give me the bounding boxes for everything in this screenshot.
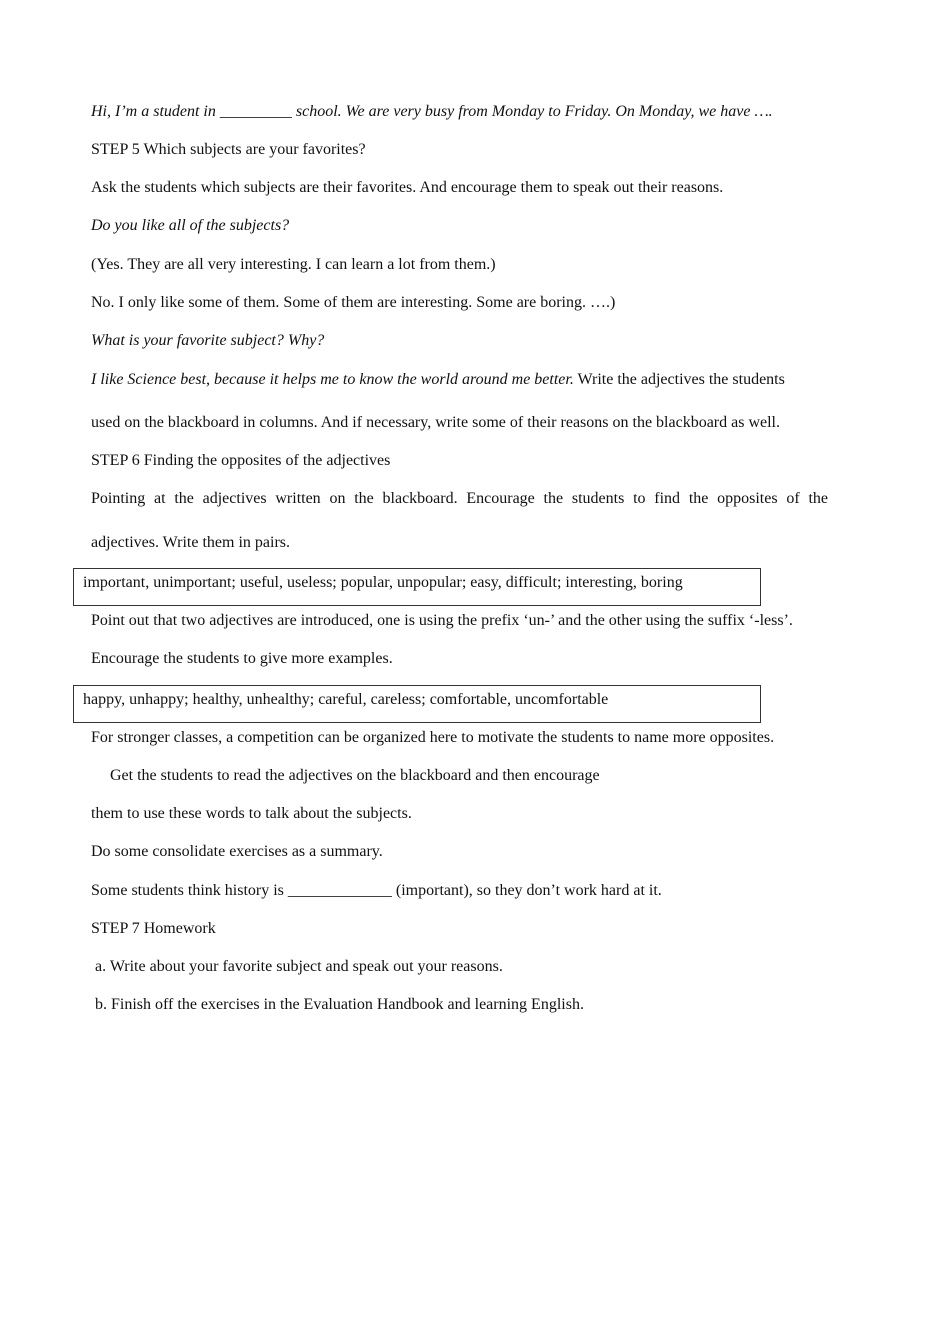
- prefix-suffix-text: Point out that two adjectives are introduced, one is using the prefix ‘un-’ and the other using the suffix ‘-less’.: [91, 612, 793, 629]
- ask-paragraph: Ask the students which subjects are their favorites. And encourage them to speak out their reasons.: [91, 179, 724, 196]
- homework-item-b: b. Finish off the exercises in the Evaluation Handbook and learning English.: [95, 996, 584, 1013]
- pointing-paragraph: [91, 489, 828, 509]
- write-pairs-text: adjectives. Write them in pairs.: [91, 534, 290, 551]
- step7-heading: STEP 7 Homework: [91, 920, 216, 937]
- use-words-text: them to use these words to talk about the subjects.: [91, 805, 412, 822]
- homework-item-a: a. Write about your favorite subject and speak out your reasons.: [95, 958, 503, 975]
- write-adjectives-text: Write the adjectives the students: [573, 371, 785, 388]
- answer-science-italic: I like Science best, because it helps me to know the world around me better.: [91, 371, 574, 388]
- pointing-text: Pointing at the adjectives written on the blackboard. Encourage the students to find the opposites of the: [91, 490, 828, 507]
- read-adjectives-text: Get the students to read the adjectives on the blackboard and then encourage: [110, 767, 600, 784]
- step6-heading: STEP 6 Finding the opposites of the adjectives: [91, 452, 391, 469]
- opposites-box-1-text: important, unimportant; useful, useless; popular, unpopular; easy, difficult; interesting, boring: [83, 574, 683, 591]
- answer-yes: (Yes. They are all very interesting. I can learn a lot from them.): [91, 256, 496, 273]
- answer-science-line: [91, 370, 828, 390]
- answer-no: No. I only like some of them. Some of them are interesting. Some are boring. ….): [91, 294, 616, 311]
- consolidate-text: Do some consolidate exercises as a summary.: [91, 843, 383, 860]
- opposites-box-2: [73, 685, 761, 723]
- intro-sentence: Hi, I’m a student in _________ school. We are very busy from Monday to Friday. On Monday, we have ….: [91, 103, 773, 120]
- question-favorite: What is your favorite subject? Why?: [91, 332, 325, 349]
- opposites-box-2-text: happy, unhappy; healthy, unhealthy; careful, careless; comfortable, uncomfortable: [83, 691, 609, 708]
- blackboard-columns-text: used on the blackboard in columns. And if necessary, write some of their reasons on the blackboard as well.: [91, 414, 780, 431]
- question-all-subjects: Do you like all of the subjects?: [91, 217, 290, 234]
- more-examples-text: Encourage the students to give more examples.: [91, 650, 393, 667]
- stronger-classes-text: For stronger classes, a competition can be organized here to motivate the students to name more opposites.: [91, 729, 775, 746]
- step5-heading: STEP 5 Which subjects are your favorites?: [91, 141, 366, 158]
- opposites-box-1: [73, 568, 761, 606]
- history-exercise-text: Some students think history is _____________ (important), so they don’t work hard at it.: [91, 882, 662, 899]
